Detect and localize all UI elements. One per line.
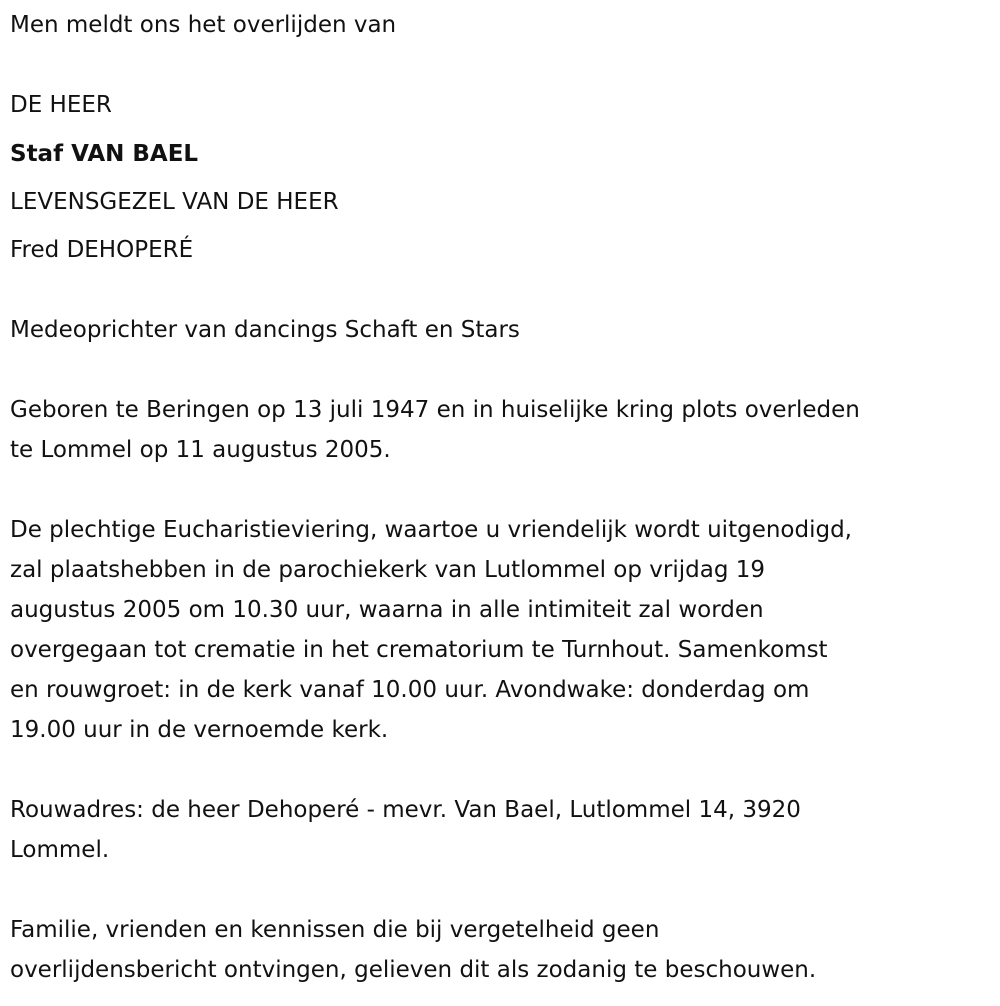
address-line: Rouwadres: de heer Dehoperé - mevr. Van Bael, Lutlommel 14, 3920	[10, 797, 801, 823]
birth-death-line: Geboren te Beringen op 13 juli 1947 en in huiselijke kring plots overleden	[10, 397, 860, 423]
ceremony-line: zal plaatshebben in de parochiekerk van Lutlommel op vrijdag 19	[10, 557, 765, 583]
closing-line: overlijdensbericht ontvingen, gelieven dit als zodanig te beschouwen.	[10, 957, 817, 983]
intro-text: Men meldt ons het overlijden van	[10, 12, 397, 38]
ceremony-line: De plechtige Eucharistieviering, waartoe u vriendelijk wordt uitgenodigd,	[10, 517, 852, 543]
address-line: Lommel.	[10, 837, 110, 863]
ceremony-line: 19.00 uur in de vernoemde kerk.	[10, 717, 389, 743]
closing-line: Familie, vrienden en kennissen die bij vergetelheid geen	[10, 917, 660, 943]
deceased-name: Staf VAN BAEL	[10, 141, 199, 167]
role-text: Medeoprichter van dancings Schaft en Stars	[10, 317, 520, 343]
partner-name: Fred DEHOPERÉ	[10, 237, 194, 263]
title-prefix: DE HEER	[10, 92, 112, 118]
ceremony-line: en rouwgroet: in de kerk vanaf 10.00 uur. Avondwake: donderdag om	[10, 677, 810, 703]
ceremony-line: overgegaan tot crematie in het crematorium te Turnhout. Samenkomst	[10, 637, 828, 663]
ceremony-line: augustus 2005 om 10.30 uur, waarna in alle intimiteit zal worden	[10, 597, 764, 623]
birth-death-line: te Lommel op 11 augustus 2005.	[10, 437, 391, 463]
relation-text: LEVENSGEZEL VAN DE HEER	[10, 189, 339, 215]
